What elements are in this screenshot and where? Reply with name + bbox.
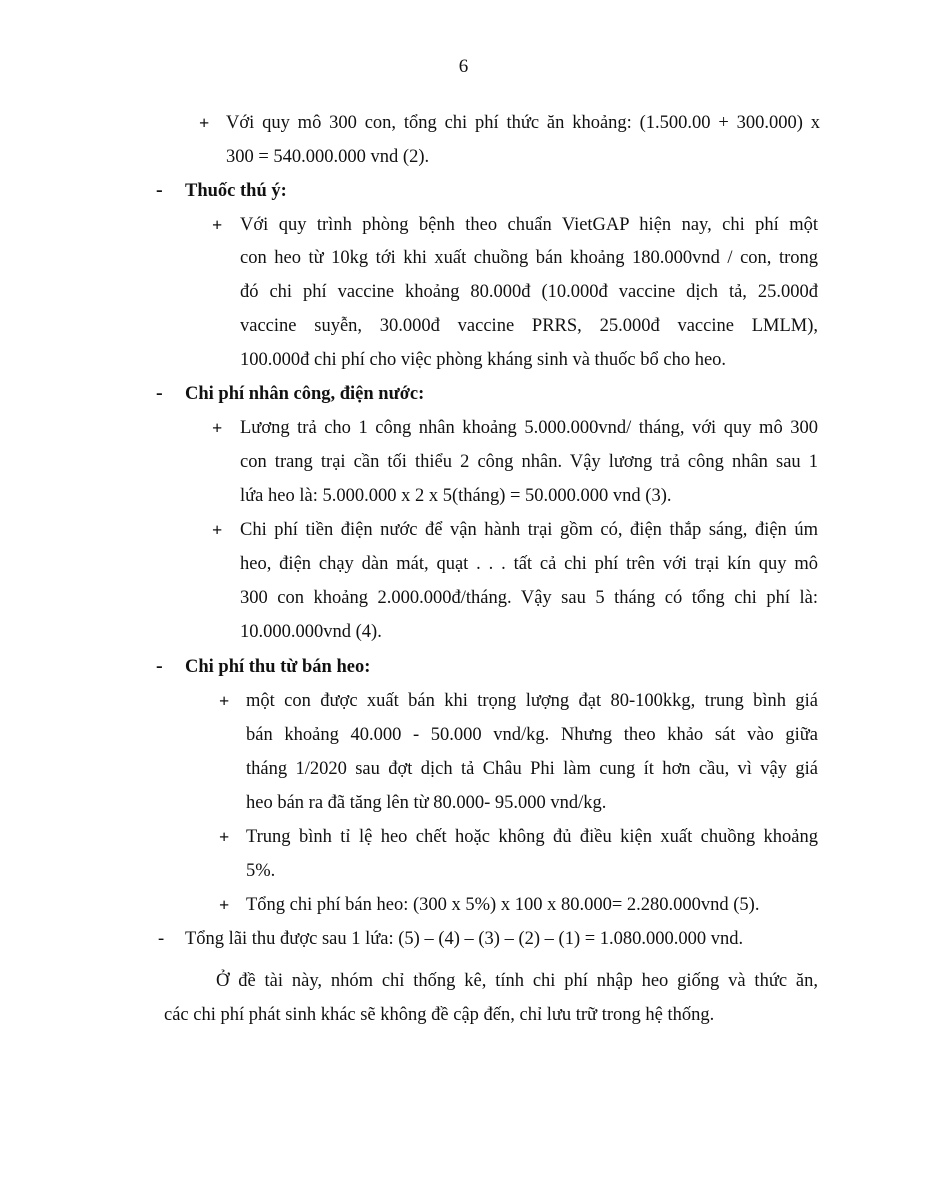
labor-line-1: Lương trả cho 1 công nhân khoảng 5.000.000vnd/ tháng, với quy mô 300 (240, 418, 818, 438)
page-number: 6 (458, 56, 469, 77)
dash-marker: - (156, 655, 163, 677)
mortality-line-1: Trung bình tỉ lệ heo chết hoặc không đủ điều kiện xuất chuồng khoảng (246, 827, 818, 847)
labor-heading: Chi phí nhân công, điện nước: (185, 384, 425, 404)
feed-cost-line-2: 300 = 540.000.000 vnd (2). (226, 147, 430, 167)
plus-marker: + (199, 113, 210, 133)
sales-line-4: heo bán ra đã tăng lên từ 80.000- 95.000 vnd/kg. (246, 793, 607, 813)
labor-line-3: lứa heo là: 5.000.000 x 2 x 5(tháng) = 50.000.000 vnd (3). (240, 486, 672, 506)
plus-marker: + (212, 520, 223, 540)
dash-marker: - (156, 179, 163, 201)
mortality-line-2: 5%. (246, 861, 276, 881)
vet-line-4: vaccine suyễn, 30.000đ vaccine PRRS, 25.000đ vaccine LMLM), (240, 316, 818, 336)
utilities-line-2: heo, điện chạy dàn mát, quạt . . . tất cả chi phí trên với trại kín quy mô (240, 554, 818, 574)
vet-line-5: 100.000đ chi phí cho việc phòng kháng sinh và thuốc bổ cho heo. (240, 350, 727, 370)
total-profit-line: Tổng lãi thu được sau 1 lứa: (5) – (4) – (3) – (2) – (1) = 1.080.000.000 vnd. (185, 929, 744, 949)
dash-marker: - (158, 929, 165, 949)
utilities-line-4: 10.000.000vnd (4). (240, 622, 382, 642)
sales-line-1: một con được xuất bán khi trọng lượng đạt 80-100kkg, trung bình giá (246, 691, 818, 711)
closing-line-1: Ở đề tài này, nhóm chỉ thống kê, tính chi phí nhập heo giống và thức ăn, (216, 971, 818, 991)
vet-medicine-heading: Thuốc thú ý: (185, 181, 287, 201)
closing-line-2: các chi phí phát sinh khác sẽ không đề cập đến, chỉ lưu trữ trong hệ thống. (164, 1005, 715, 1025)
sales-line-3: tháng 1/2020 sau đợt dịch tả Châu Phi làm cung ít hơn cầu, vì vậy giá (246, 759, 818, 779)
utilities-line-3: 300 con khoảng 2.000.000đ/tháng. Vậy sau 5 tháng có tổng chi phí là: (240, 588, 818, 608)
vet-line-3: đó chi phí vaccine khoảng 80.000đ (10.000đ vaccine dịch tả, 25.000đ (240, 282, 818, 302)
feed-cost-line-1: Với quy mô 300 con, tổng chi phí thức ăn khoảng: (1.500.00 + 300.000) x (226, 113, 820, 133)
vet-line-1: Với quy trình phòng bệnh theo chuẩn VietGAP hiện nay, chi phí một (240, 215, 818, 235)
sales-total-line: Tổng chi phí bán heo: (300 x 5%) x 100 x 80.000= 2.280.000vnd (5). (246, 895, 760, 915)
dash-marker: - (156, 382, 163, 404)
vet-line-2: con heo từ 10kg tới khi xuất chuồng bán khoảng 180.000vnd / con, trong (240, 248, 818, 268)
labor-line-2: con trang trại cần tối thiểu 2 công nhân. Vậy lương trả công nhân sau 1 (240, 452, 818, 472)
plus-marker: + (219, 895, 230, 915)
plus-marker: + (219, 827, 230, 847)
sales-line-2: bán khoảng 40.000 - 50.000 vnd/kg. Nhưng theo khảo sát vào giữa (246, 725, 818, 745)
plus-marker: + (212, 215, 223, 235)
plus-marker: + (219, 691, 230, 711)
plus-marker: + (212, 418, 223, 438)
utilities-line-1: Chi phí tiền điện nước để vận hành trại gồm có, điện thắp sáng, điện úm (240, 520, 818, 540)
sales-heading: Chi phí thu từ bán heo: (185, 657, 371, 677)
